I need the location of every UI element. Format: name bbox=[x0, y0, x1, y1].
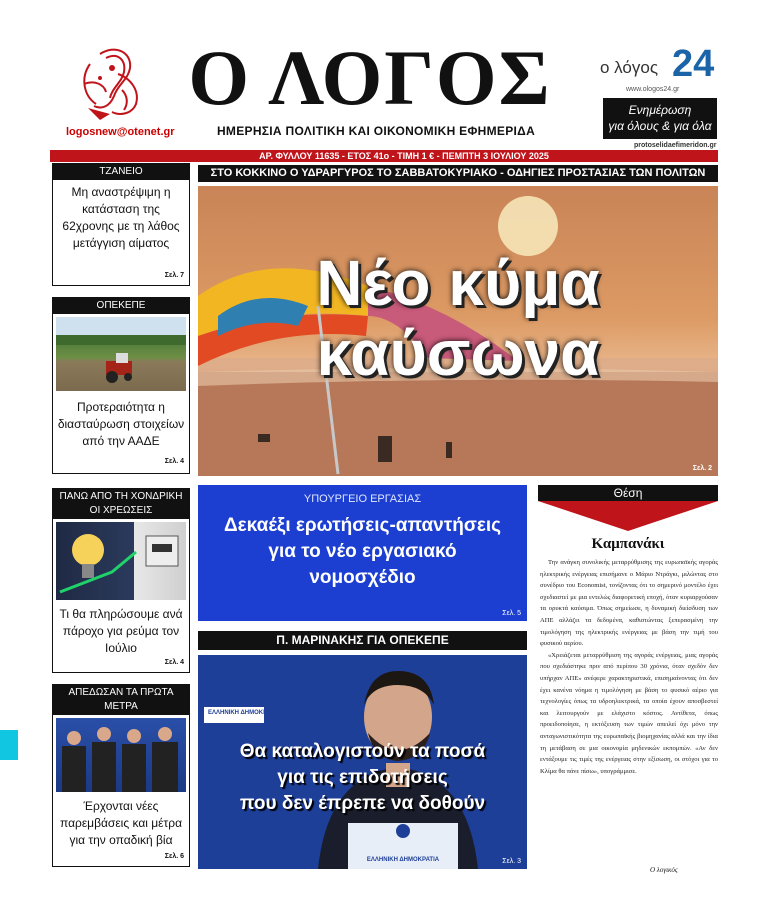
sidebar-story-electricity[interactable] bbox=[52, 488, 190, 673]
opinion-title: Καμπανάκι bbox=[591, 536, 665, 552]
hero-headline-line-1: Νέο κύμα bbox=[316, 247, 600, 319]
sidebar-story-text: Έρχονται νέες παρεμβάσεις και μέτρα για την οπαδική βία bbox=[59, 799, 183, 847]
opinion-paragraph: Την ανάγκη συνολικής μεταρρύθμισης της ευρωπαϊκής αγοράς ηλεκτρικής ενέργειας επισήμανε ο Μάριο Ντράγκι, μιλώντας στο συνέδριο του Economist, τονίζοντας ότι το σημερινό μοντέλο έχει σχεδιαστεί με μια εντελώς διαφορετική εποχή, όταν κυριαρχούσαν τα ορυκτά καύσιμα. Όπως σημείωσε, η δυναμική διείσδυση των ΑΠΕ αλλάζει τα δεδομένα, καθιστώντας ξεπερασμένη την τιμολόγηση της ηλεκτρικής ενέργειας με βάση την τιμή του φυσικού αερίου. bbox=[540, 559, 718, 648]
issue-line: ΑΡ. ΦΥΛΛΟΥ 11635 - ΕΤΟΣ 41ο - ΤΙΜΗ 1 € - ΠΕΜΠΤΗ 3 ΙΟΥΛΙΟΥ 2025 bbox=[50, 150, 718, 162]
marinakis-story[interactable] bbox=[198, 655, 527, 869]
newspaper-subtitle: ΗΜΕΡΗΣΙΑ ΠΟΛΙΤΙΚΗ ΚΑΙ ΟΙΚΟΝΟΜΙΚΗ ΕΦΗΜΕΡΙΔΑ bbox=[216, 124, 536, 138]
opinion-body bbox=[540, 557, 718, 777]
sidebar-story-violence[interactable] bbox=[52, 684, 190, 867]
brand-url[interactable]: www.ologos24.gr bbox=[626, 86, 680, 93]
sidebar-story-tzaneio[interactable] bbox=[52, 163, 190, 286]
opinion-signature: Ο λογικός bbox=[650, 866, 678, 874]
lightbulb-photo bbox=[56, 522, 186, 600]
tagline-line-1: Ενημέρωση bbox=[628, 103, 692, 117]
sidebar-story-header: ΑΠΕΔΩΣΑΝ ΤΑ ΠΡΩΤΑ ΜΕΤΡΑ bbox=[53, 685, 189, 715]
tagline-line-2: για όλους & για όλα bbox=[608, 119, 712, 133]
side-tab-marker bbox=[0, 730, 18, 760]
page-ref: Σελ. 5 bbox=[502, 610, 521, 617]
page-ref: Σελ. 2 bbox=[692, 465, 712, 472]
sidebar-story-text: Μη αναστρέψιμη η κατάσταση της 62χρονης με τη λάθος μετάγγιση αίματος bbox=[62, 185, 180, 250]
page-ref: Σελ. 6 bbox=[164, 853, 184, 860]
sidebar-story-text: Τι θα πληρώσουμε ανά πάροχο για ρεύμα τον Ιούλιο bbox=[59, 607, 183, 655]
labour-headline bbox=[198, 513, 527, 591]
ministers-photo bbox=[56, 718, 186, 792]
opinion-paragraph: «Χρειάζεται μεταρρύθμιση της αγοράς ενέργειας, μιας αγοράς που σχεδιάστηκε πριν από περίπου 30 χρόνια, όταν σχεδόν δεν υπήρχαν ΑΠΕ» ανέφερε χαρακτηριστικά, επισημαίνοντας ότι δεν έχει κανένα νόημα η τιμολόγηση με βάση το φυσικό αέριο για τεχνολογίες όπως τα υδροηλεκτρικά, τα οποία έχουν αποσβεστεί και λειτουργούν με ελάχιστο κόστος. Αντίθετα, όπως προειδοποίησε, η εκτόξευση των τιμών απειλεί όχι μόνο την ανταγωνιστικότητα της ευρωπαϊκής βιομηχανίας αλλά και την ίδια τη μετάβαση σε μια οικονομία μηδενικών εκπομπών. «Αν δεν εντάξουμε τις τιμές της ενέργειας στην εξίσωση, οι στόχοι για το Κλίμα θα πάνε πίσω», υπογράμμισε. bbox=[540, 651, 718, 775]
labour-kicker: ΥΠΟΥΡΓΕΙΟ ΕΡΓΑΣΙΑΣ bbox=[303, 493, 422, 505]
page-ref: Σελ. 7 bbox=[164, 272, 184, 279]
hero-story[interactable] bbox=[198, 186, 718, 476]
labour-headline-line-3: νομοσχέδιο bbox=[309, 567, 416, 588]
marinakis-headline bbox=[198, 739, 527, 817]
marinakis-headline-line-3: που δεν έπρεπε να δοθούν bbox=[239, 793, 486, 814]
opinion-triangle-decoration bbox=[538, 501, 718, 531]
sidebar-story-header: ΠΑΝΩ ΑΠΟ ΤΗ ΧΟΝΔΡΙΚΗ ΟΙ ΧΡΕΩΣΕΙΣ bbox=[53, 489, 189, 519]
hero-headline-line-2: καύσωνα bbox=[316, 317, 600, 389]
newspaper-title: Ο ΛΟΓΟΣ bbox=[188, 34, 552, 121]
page-ref: Σελ. 4 bbox=[164, 458, 184, 465]
labour-headline-line-2: για το νέο εργασιακό bbox=[268, 541, 457, 562]
labour-headline-line-1: Δεκαέξι ερωτήσεις-απαντήσεις bbox=[224, 515, 501, 536]
sidebar-story-header: ΤΖΑΝΕΙΟ bbox=[53, 164, 189, 180]
marinakis-headline-line-1: Θα καταλογιστούν τα ποσά bbox=[239, 741, 486, 762]
sidebar-story-text: Προτεραιότητα η διασταύρωση στοιχείων από την ΑΑΔΕ bbox=[57, 400, 185, 448]
site-url[interactable]: protoselidaefimeridon.gr bbox=[634, 142, 717, 149]
brand-name: ο λόγος bbox=[600, 58, 659, 77]
brand-tagline bbox=[603, 98, 717, 139]
logo-emblem bbox=[70, 44, 156, 122]
tractor-photo bbox=[56, 317, 186, 391]
podium-label: ΕΛΛΗΝΙΚΗ ΔΗΜΟΚΡΑΤΙΑ bbox=[366, 857, 440, 863]
brand-number: 24 bbox=[672, 43, 715, 85]
sidebar-story-opekepe[interactable] bbox=[52, 297, 190, 474]
opinion-section-header: Θέση bbox=[538, 485, 718, 501]
page-ref: Σελ. 4 bbox=[164, 659, 184, 666]
marinakis-headline-line-2: για τις επιδοτήσεις bbox=[277, 767, 448, 788]
labour-story[interactable] bbox=[198, 485, 527, 621]
hero-headline bbox=[198, 248, 718, 388]
email-address[interactable]: logosnew@otenet.gr bbox=[66, 126, 175, 138]
hero-banner: ΣΤΟ ΚΟΚΚΙΝΟ Ο ΥΔΡΑΡΓΥΡΟΣ ΤΟ ΣΑΒΒΑΤΟΚΥΡΙΑΚΟ - ΟΔΗΓΙΕΣ ΠΡΟΣΤΑΣΙΑΣ ΤΩΝ ΠΟΛΙΤΩΝ bbox=[198, 165, 718, 182]
page-ref: Σελ. 3 bbox=[502, 858, 521, 865]
sidebar-story-header: ΟΠΕΚΕΠΕ bbox=[53, 298, 189, 314]
marinakis-banner: Π. ΜΑΡΙΝΑΚΗΣ ΓΙΑ ΟΠΕΚΕΠΕ bbox=[198, 631, 527, 650]
backdrop-label: ΕΛΛΗΝΙΚΗ ΔΗΜΟΚΡΑΤΙΑ bbox=[208, 710, 281, 716]
